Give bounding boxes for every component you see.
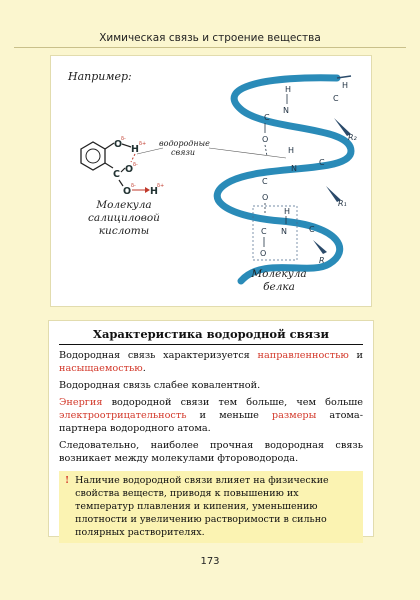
prot-n3: N (281, 227, 287, 236)
term-saturation: насыщаемостью (59, 363, 143, 374)
paragraph-1: Водородная связь характеризуется направленностью и насыщаемостью. (59, 350, 363, 374)
sal-atom-c: C (113, 169, 120, 180)
sal-atom-h2: H (150, 186, 158, 197)
exclamation-icon: ! (65, 475, 70, 486)
benzene-ring (81, 142, 105, 170)
sal-atom-o3: O (123, 186, 132, 197)
term-energy: Энергия (59, 397, 103, 408)
prot-r1: R₁ (338, 199, 347, 208)
hydrogen-bond-label: водородные связи (159, 139, 210, 157)
charge-2: δ+ (139, 141, 147, 147)
protein-caption: Молекула белка (251, 268, 307, 293)
example-label: Например: (68, 70, 132, 83)
page-number: 173 (200, 556, 220, 567)
prot-o1: O (262, 135, 269, 144)
prot-r2: R₂ (348, 133, 357, 142)
salicylic-acid-caption: Молекула салициловой кислоты (88, 199, 160, 237)
note-text: Наличие водородной связи влияет на физические свойства веществ, приводя к повышению их температур плавления и кипения, уменьшению плотности и увеличению растворимости в сильно полярных растворителях. (75, 475, 329, 538)
characteristics-panel (48, 320, 374, 537)
prot-o3: O (260, 249, 267, 258)
prot-h2: H (288, 146, 295, 155)
bond-o-h (122, 144, 131, 147)
bond-ring-o (105, 143, 114, 149)
pdash-1 (265, 145, 267, 156)
prot-o2: O (262, 193, 269, 202)
prot-r: R (319, 256, 325, 265)
panel-title: Характеристика водородной связи (59, 327, 363, 345)
paragraph-3: Энергия водородной связи тем больше, чем больше электроотрицательность и меньше размеры атома-партнера водородного атома. (59, 397, 363, 434)
sal-atom-h1: H (131, 144, 139, 155)
prot-h4: H (342, 81, 349, 90)
prot-c4: C (262, 177, 268, 186)
paragraph-2: Водородная связь слабее ковалентной. (59, 380, 261, 391)
paragraph-4: Следовательно, наиболее прочная водородная связь возникает между молекулами фтороводорода. (59, 440, 363, 464)
prot-c2: C (264, 113, 270, 122)
prot-h3: H (284, 207, 291, 216)
term-sizes: размеры (271, 410, 317, 421)
term-directionality: направленностью (257, 350, 349, 361)
bond-ring-c (105, 163, 113, 168)
sal-atom-o2: O (125, 164, 134, 175)
charge-1: δ- (121, 136, 126, 142)
prot-n1: N (283, 106, 289, 115)
header-rule (14, 47, 406, 48)
prot-c6: C (261, 227, 267, 236)
charge-3: δ- (133, 162, 138, 168)
hbond-dashed (131, 154, 135, 162)
charge-5: δ+ (157, 183, 165, 189)
prot-c5: C (309, 225, 315, 234)
aromatic-circle (86, 149, 100, 163)
prot-n2: N (291, 164, 297, 173)
term-electronegativity: электроотрицательность (59, 410, 187, 421)
figure-drawing (51, 56, 371, 306)
leader-line-2 (209, 148, 286, 158)
wedge-bond-3 (313, 240, 327, 254)
prot-c1: C (333, 94, 339, 103)
prot-h1: H (285, 85, 292, 94)
figure-panel (50, 55, 372, 307)
note-box (59, 471, 363, 543)
sal-atom-o1: O (114, 139, 123, 150)
running-title: Химическая связь и строение вещества (99, 32, 321, 44)
charge-4: δ- (131, 183, 136, 189)
prot-c3: C (319, 158, 325, 167)
